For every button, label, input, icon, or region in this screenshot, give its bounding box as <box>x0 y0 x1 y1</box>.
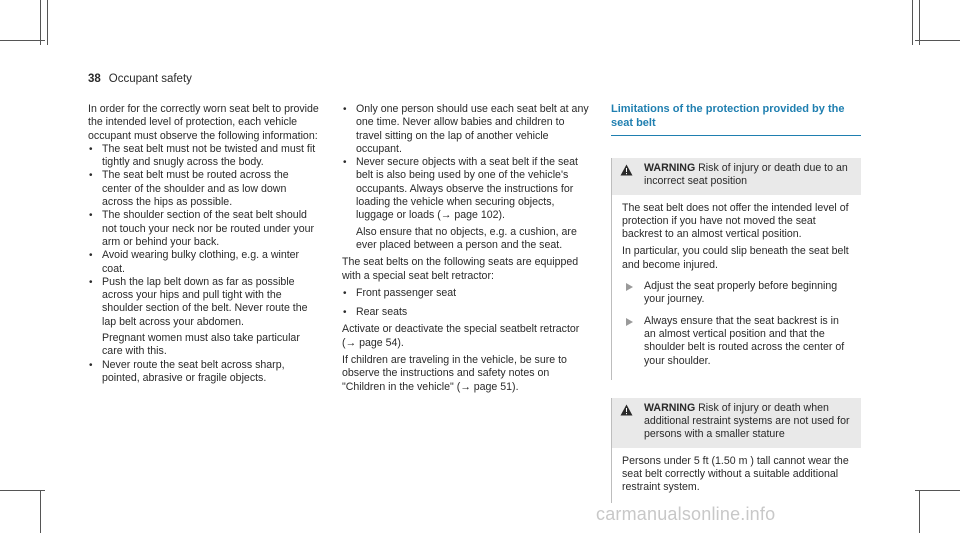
warning-box <box>611 398 861 503</box>
list-item: • The seat belt must be routed across the center of the shoulder and as low down across the hips as possible. <box>88 169 320 209</box>
action-step <box>622 315 853 368</box>
list-item <box>342 156 592 252</box>
page-number: 38 <box>88 73 101 85</box>
list-item-text: Push the lap belt down as far as possible across your hips and pull tight with the shoulder section of the belt. Never route the lap belt across your abdomen. <box>102 275 308 328</box>
list-item <box>88 276 320 359</box>
step-text: Always ensure that the seat backrest is in an almost vertical position and that the shoulder belt is routed across the center of your shoulder. <box>644 314 845 367</box>
paragraph: If children are traveling in the vehicle, be sure to observe the instructions and safety notes on "Children in the vehicle" (→ page 51). <box>342 354 567 393</box>
list-item-note: Also ensure that no objects, e.g. a cushion, are ever placed between a person and the seat. <box>356 225 577 251</box>
list-item: • Front passenger seat <box>342 287 592 300</box>
seat-list <box>342 287 592 320</box>
paragraph: Persons under 5 ft (1.50 m ) tall cannot wear the seat belt correctly without a suitable additional restraint system. <box>622 454 849 494</box>
instruction-list <box>342 103 592 252</box>
warning-header <box>612 398 861 448</box>
list-item: • Rear seats <box>342 306 592 319</box>
play-arrow-icon <box>622 315 634 368</box>
paragraph: Activate or deactivate the special seatbelt retractor (→ page 54). <box>342 323 580 349</box>
list-item: • Avoid wearing bulky clothing, e.g. a winter coat. <box>88 249 320 276</box>
watermark: carmanualsonline.info <box>596 504 776 524</box>
play-arrow-icon <box>622 280 634 307</box>
list-item: • Only one person should use each seat belt at any one time. Never allow babies and children to travel sitting on the lap of another vehicle occupant. <box>342 103 592 156</box>
crop-mark <box>919 490 920 533</box>
column-3 <box>611 103 861 503</box>
warning-text: Risk of injury or death when additional restraint systems are not used for persons with a smaller stature <box>644 401 850 441</box>
warning-heading <box>644 402 853 442</box>
crop-mark <box>915 40 960 41</box>
crop-mark <box>47 0 48 45</box>
column-2 <box>342 103 592 394</box>
list-item-note: Pregnant women must also take particular care with this. <box>102 332 300 358</box>
paragraph: The seat belt does not offer the intended level of protection if you have not moved the seat backrest to an almost vertical position. <box>622 201 849 241</box>
crop-mark <box>915 490 960 491</box>
warning-label: WARNING <box>644 162 696 174</box>
intro-paragraph: In order for the correctly worn seat belt to provide the intended level of protection, each vehicle occupant must observe the following information: <box>88 103 319 142</box>
warning-header <box>612 158 861 195</box>
page-header <box>88 73 192 85</box>
paragraph: The seat belts on the following seats are equipped with a special seat belt retractor: <box>342 256 579 282</box>
warning-body <box>612 448 861 503</box>
warning-triangle-icon <box>620 402 634 442</box>
list-item: • Never route the seat belt across sharp, pointed, abrasive or fragile objects. <box>88 359 320 386</box>
action-step <box>622 280 853 307</box>
warning-heading <box>644 162 853 189</box>
paragraph: In particular, you could slip beneath the seat belt and become injured. <box>622 245 849 271</box>
crop-mark <box>40 0 41 45</box>
column-1 <box>88 103 320 385</box>
section-title: Limitations of the protection provided by the seat belt <box>611 103 861 136</box>
warning-text: Risk of injury or death due to an incorrect seat position <box>644 162 848 188</box>
list-item: • The shoulder section of the seat belt should not touch your neck nor be routed under your arm or behind your back. <box>88 209 320 249</box>
step-text: Adjust the seat properly before beginning your journey. <box>644 280 838 306</box>
warning-body <box>612 195 861 380</box>
crop-mark <box>0 490 45 491</box>
section-name: Occupant safety <box>108 73 192 85</box>
warning-triangle-icon <box>620 162 634 189</box>
crop-mark <box>0 40 45 41</box>
crop-mark <box>912 0 913 45</box>
instruction-list <box>88 143 320 385</box>
list-item: • The seat belt must not be twisted and must fit tightly and snugly across the body. <box>88 143 320 170</box>
warning-label: WARNING <box>644 401 696 414</box>
list-item-text: Never secure objects with a seat belt if the seat belt is also being used by one of the vehicle's occupants. Always observe the instructions for loading the vehicle when securing objects, luggage or loads (→ page 102). <box>356 156 578 222</box>
crop-mark <box>40 490 41 533</box>
crop-mark <box>919 0 920 45</box>
warning-box <box>611 158 861 380</box>
